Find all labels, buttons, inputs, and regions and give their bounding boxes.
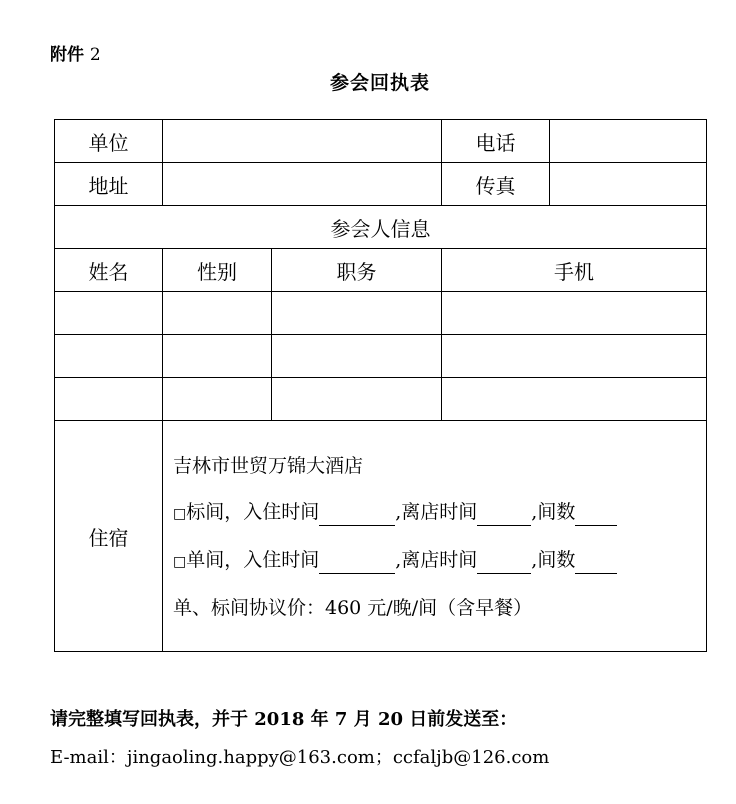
standard-room-checkin-label: 标间，入住时间 — [186, 501, 320, 523]
standard-checkout-label: ,离店时间 — [395, 501, 478, 523]
phone-label: 电话 — [442, 120, 550, 163]
address-field[interactable] — [163, 163, 442, 206]
single-room-line — [173, 548, 706, 574]
attachment-number: 2 — [89, 45, 101, 65]
fax-field[interactable] — [550, 163, 707, 206]
hotel-name: 吉林市世贸万锦大酒店 — [173, 455, 364, 477]
single-room-checkbox[interactable]: □ — [173, 554, 187, 570]
fax-label: 传真 — [442, 163, 550, 206]
position-field[interactable] — [272, 378, 442, 421]
phone-field[interactable] — [550, 120, 707, 163]
participant-row — [55, 335, 707, 378]
gender-field[interactable] — [163, 378, 272, 421]
standard-rooms-blank[interactable] — [575, 507, 617, 526]
email-addresses: E-mail：jingaoling.happy@163.com；ccfaljb@126.com — [50, 747, 550, 768]
gender-field[interactable] — [163, 335, 272, 378]
column-header-position: 职务 — [272, 249, 442, 292]
address-label: 地址 — [55, 163, 163, 206]
standard-checkin-blank[interactable] — [319, 507, 395, 526]
reply-form-table — [54, 119, 707, 652]
name-field[interactable] — [55, 378, 163, 421]
page-title: 参会回执表 — [329, 72, 430, 94]
standard-rooms-label: ,间数 — [531, 501, 576, 523]
single-checkout-label: ,离店时间 — [395, 549, 478, 571]
attachment-label — [50, 40, 101, 65]
lodging-details — [163, 421, 707, 652]
column-header-mobile: 手机 — [442, 249, 707, 292]
participant-row — [55, 292, 707, 335]
unit-field[interactable] — [163, 120, 442, 163]
mobile-field[interactable] — [442, 292, 707, 335]
column-header-gender: 性别 — [163, 249, 272, 292]
participant-row — [55, 378, 707, 421]
mobile-field[interactable] — [442, 378, 707, 421]
single-rooms-blank[interactable] — [575, 555, 617, 574]
submission-note: 请完整填写回执表，并于 2018 年 7 月 20 日前发送至： — [50, 709, 518, 730]
unit-label: 单位 — [55, 120, 163, 163]
standard-room-checkbox[interactable]: □ — [173, 506, 187, 522]
room-price: 单、标间协议价：460 元/晚/间（含早餐） — [173, 597, 533, 619]
gender-field[interactable] — [163, 292, 272, 335]
single-rooms-label: ,间数 — [531, 549, 576, 571]
position-field[interactable] — [272, 335, 442, 378]
lodging-label: 住宿 — [55, 421, 163, 652]
single-room-checkin-label: 单间，入住时间 — [186, 549, 320, 571]
column-header-name: 姓名 — [55, 249, 163, 292]
mobile-field[interactable] — [442, 335, 707, 378]
standard-checkout-blank[interactable] — [477, 507, 531, 526]
attachment-text: 附件 — [50, 45, 84, 65]
single-checkin-blank[interactable] — [319, 555, 395, 574]
name-field[interactable] — [55, 292, 163, 335]
name-field[interactable] — [55, 335, 163, 378]
participants-section-title: 参会人信息 — [55, 206, 707, 249]
standard-room-line — [173, 500, 706, 526]
single-checkout-blank[interactable] — [477, 555, 531, 574]
position-field[interactable] — [272, 292, 442, 335]
